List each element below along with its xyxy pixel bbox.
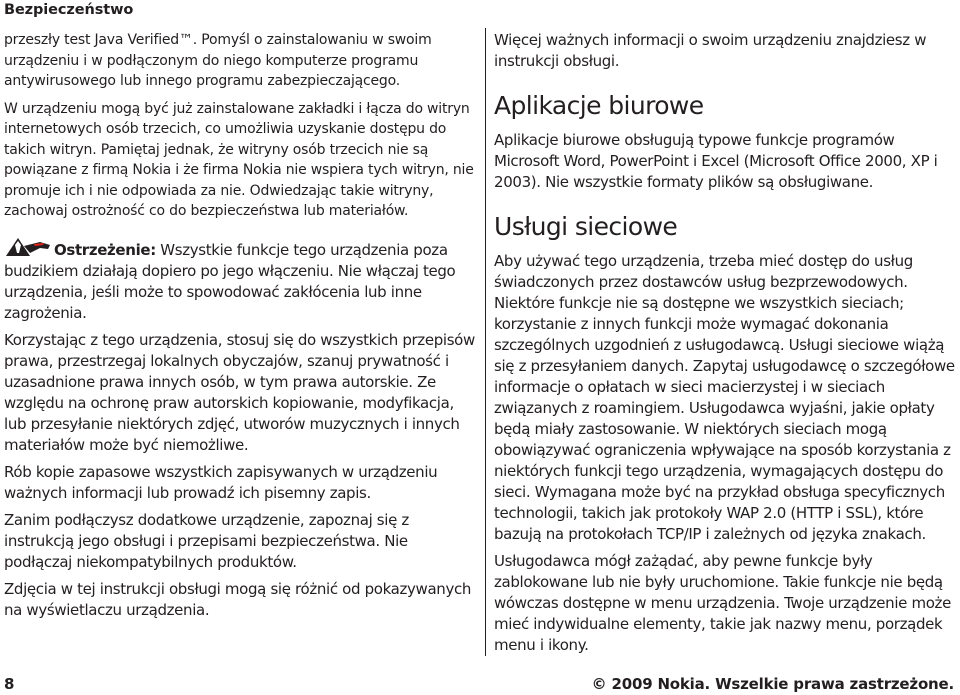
paragraph-more-info: Więcej ważnych informacji o swoim urządzeniu znajdziesz w instrukcji obsługi. xyxy=(494,31,927,70)
warning-block xyxy=(4,236,478,324)
section-header: Bezpieczeństwo xyxy=(4,2,134,18)
heading-office-applications: Aplikacje biurowe xyxy=(494,91,704,120)
warning-text: Wszystkie funkcje tego urządzenia poza budzikiem działają dopiero po jego włączeniu. Nie włączaj tego urządzenia, jeśli może to spowodować zakłócenia lub inne zagrożenia. xyxy=(4,240,456,322)
warning-title: Ostrzeżenie: xyxy=(54,240,156,259)
paragraph-backup: Rób kopie zapasowe wszystkich zapisywanych w urządzeniu ważnych informacji lub prowadź ich pisemny zapis. xyxy=(4,462,438,502)
page-number: 8 xyxy=(4,675,15,693)
paragraph-copyright-law: Korzystając z tego urządzenia, stosuj się do wszystkich przepisów prawa, przestrzegaj lokalnych obyczajów, szanuj prywatność i uzasadnione prawa innych osób, w tym prawa autorskie. Ze względu na ochronę praw autorskich kopiowanie, modyfikacja, lub przesyłanie niektórych zdjęć, utworów muzycznych i innych materiałów może być niemożliwe. xyxy=(4,330,475,454)
paragraph-java-verified: przeszły test Java Verified™. Pomyśl o zainstalowaniu w swoim urządzeniu i w podłączonym do niego komputerze programu antywirusowego lub innego programu zabezpieczającego. xyxy=(4,32,432,89)
paragraph-network-services: Aby używać tego urządzenia, trzeba mieć dostęp do usług świadczonych przez dostawców usług bezprzewodowych. Niektóre funkcje nie są dostępne we wszystkich sieciach; korzystanie z innych funkcji może wymagać dokonania szczególnych uzgodnień z usługodawcą. Usługi sieciowe wiążą się z przesyłaniem danych. Zapytaj usługodawcę o szczegółowe informacje o opłatach w sieci macierzystej i w sieciach związanych z roamingiem. Usługodawca wyjaśni, jakie opłaty będą miały zastosowanie. W niektórych sieciach mogą obowiązywać ograniczenia wpływające na sposób korzystania z niektórych funkcji tego urządzenia, wymagających dostępu do sieci. Wymagana może być na przykład obsługa specyficznych technologii, takich jak protokoły WAP 2.0 (HTTP i SSL), które bazują na protokołach TCP/IP i zależnych od języka znakach. xyxy=(494,252,955,543)
copyright-notice: © 2009 Nokia. Wszelkie prawa zastrzeżone. xyxy=(591,675,954,693)
heading-network-services: Usługi sieciowe xyxy=(494,212,678,241)
warning-hand-icon xyxy=(4,236,52,258)
left-column xyxy=(4,30,478,627)
paragraph-blocked-functions: Usługodawca mógł zażądać, aby pewne funkcje były zablokowane lub nie były uruchomione. Takie funkcje nie będą wówczas dostępne w menu urządzenia. Twoje urządzenie może mieć indywidualne elementy, takie jak nazwy menu, porządek menu i ikony. xyxy=(494,552,951,654)
paragraph-images-note: Zdjęcia w tej instrukcji obsługi mogą się różnić od pokazywanych na wyświetlaczu urządzenia. xyxy=(4,579,472,619)
paragraph-office-applications: Aplikacje biurowe obsługują typowe funkcje programów Microsoft Word, PowerPoint i Excel (Microsoft Office 2000, XP i 2003). Nie wszystkie formaty plików są obsługiwane. xyxy=(494,131,938,191)
right-column xyxy=(494,30,960,662)
paragraph-connecting-devices: Zanim podłączysz dodatkowe urządzenie, zapoznaj się z instrukcją jego obsługi i przepisami bezpieczeństwa. Nie podłączaj niekompatybilnych produktów. xyxy=(4,510,409,571)
paragraph-third-party-sites: W urządzeniu mogą być już zainstalowane zakładki i łącza do witryn internetowych osób trzecich, co umożliwia uzyskanie dostępu do takich witryn. Pamiętaj jednak, że witryny osób trzecich nie są powiązane z firmą Nokia i że firma Nokia nie wspiera tych witryn, nie promuje ich i nie odpowiada za nie. Odwiedzając takie witryny, zachowaj ostrożność co do bezpieczeństwa lub materiałów. xyxy=(4,100,474,219)
column-divider xyxy=(485,28,486,656)
